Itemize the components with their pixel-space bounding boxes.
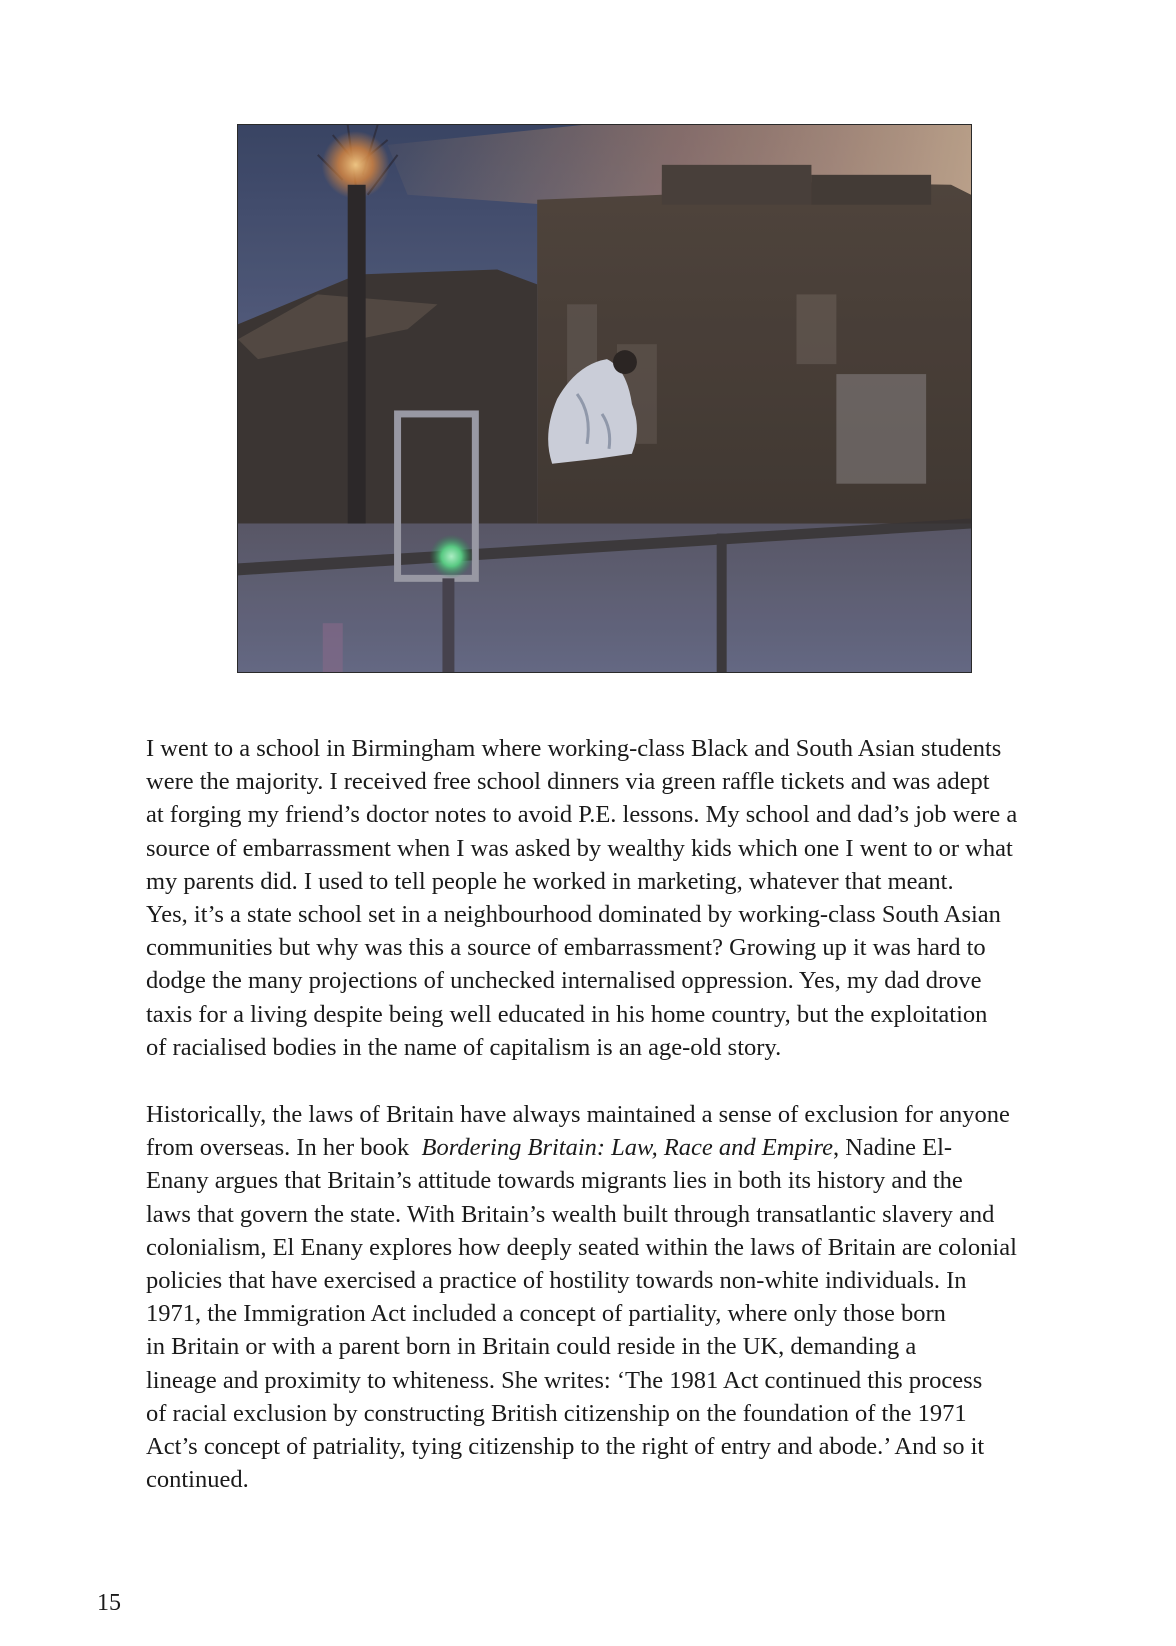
paragraph-line: laws that govern the state. With Britain’s wealth built through transatlantic slavery and [146, 1200, 995, 1228]
paragraph-line: 1971, the Immigration Act included a concept of partiality, where only those born [146, 1300, 946, 1328]
paragraph-line: Act’s concept of patriality, tying citizenship to the right of entry and abode.’ And so it [146, 1433, 985, 1461]
paragraph-line: in Britain or with a parent born in Britain could reside in the UK, demanding a [146, 1333, 917, 1361]
film-still-photo [237, 124, 972, 673]
paragraph-line: of racialised bodies in the name of capitalism is an age-old story. [146, 1033, 782, 1061]
paragraph-line: continued. [146, 1466, 249, 1494]
paragraph-line: communities but why was this a source of embarrassment? Growing up it was hard to [146, 934, 986, 962]
body-paragraph-1 [146, 732, 1126, 1064]
paragraph-line: were the majority. I received free school dinners via green raffle tickets and was adept [146, 768, 990, 796]
paragraph-line: policies that have exercised a practice of hostility towards non-white individuals. In [146, 1267, 967, 1295]
citation-prefix: from overseas. In her book [146, 1134, 422, 1162]
page-number: 15 [97, 1590, 121, 1616]
paragraph-line: my parents did. I used to tell people he worked in marketing, whatever that meant. [146, 867, 954, 895]
photo-scene [238, 125, 971, 672]
book-title: Bordering Britain: Law, Race and Empire [421, 1134, 834, 1162]
paragraph-line: Yes, it’s a state school set in a neighbourhood dominated by working-class South Asian [146, 901, 1001, 929]
paragraph-line: colonialism, El Enany explores how deeply seated within the laws of Britain are colonial [146, 1233, 1017, 1261]
paragraph-line: I went to a school in Birmingham where working-class Black and South Asian students [146, 735, 1002, 762]
paragraph-line: of racial exclusion by constructing British citizenship on the foundation of the 1971 [146, 1399, 967, 1427]
paragraph-line: dodge the many projections of unchecked internalised oppression. Yes, my dad drove [146, 967, 982, 995]
citation-suffix: , Nadine El- [833, 1134, 953, 1162]
paragraph-line: lineage and proximity to whiteness. She writes: ‘The 1981 Act continued this process [146, 1366, 983, 1394]
paragraph-line: Historically, the laws of Britain have always maintained a sense of exclusion for anyone [146, 1101, 1010, 1128]
paragraph-line: taxis for a living despite being well educated in his home country, but the exploitation [146, 1000, 988, 1028]
body-paragraph-2 [146, 1098, 1126, 1496]
paragraph-line-with-citation [146, 1131, 1126, 1164]
paragraph-line: source of embarrassment when I was asked by wealthy kids which one I went to or what [146, 834, 1013, 862]
paragraph-line: at forging my friend’s doctor notes to avoid P.E. lessons. My school and dad’s job were a [146, 801, 1018, 829]
paragraph-line: Enany argues that Britain’s attitude towards migrants lies in both its history and the [146, 1167, 963, 1195]
